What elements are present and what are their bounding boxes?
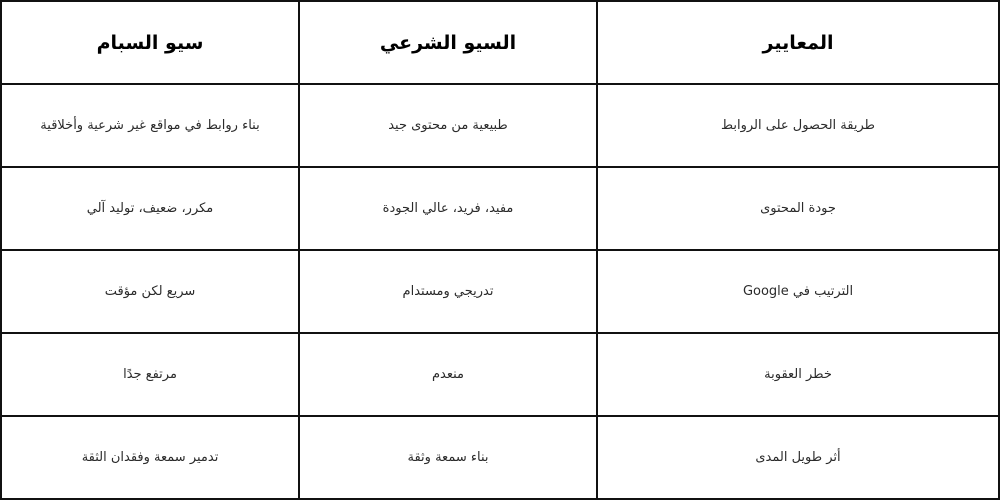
header-legit-seo: السيو الشرعي [300, 2, 598, 85]
header-criteria: المعايير [598, 2, 1000, 85]
table-cell: بناء سمعة وثقة [300, 417, 598, 500]
table-cell: بناء روابط في مواقع غير شرعية وأخلاقية [2, 85, 300, 168]
table-cell: منعدم [300, 334, 598, 417]
table-cell: أثر طويل المدى [598, 417, 1000, 500]
table-cell: خطر العقوبة [598, 334, 1000, 417]
table-cell: تدريجي ومستدام [300, 251, 598, 334]
table-cell: مرتفع جدًا [2, 334, 300, 417]
table-cell: الترتيب في Google [598, 251, 1000, 334]
table-cell: تدمير سمعة وفقدان الثقة [2, 417, 300, 500]
table-cell: مكرر، ضعيف، توليد آلي [2, 168, 300, 251]
table-cell: سريع لكن مؤقت [2, 251, 300, 334]
header-spam-seo: سيو السبام [2, 2, 300, 85]
table-cell: طريقة الحصول على الروابط [598, 85, 1000, 168]
table-cell: مفيد، فريد، عالي الجودة [300, 168, 598, 251]
table-cell: طبيعية من محتوى جيد [300, 85, 598, 168]
table-cell: جودة المحتوى [598, 168, 1000, 251]
